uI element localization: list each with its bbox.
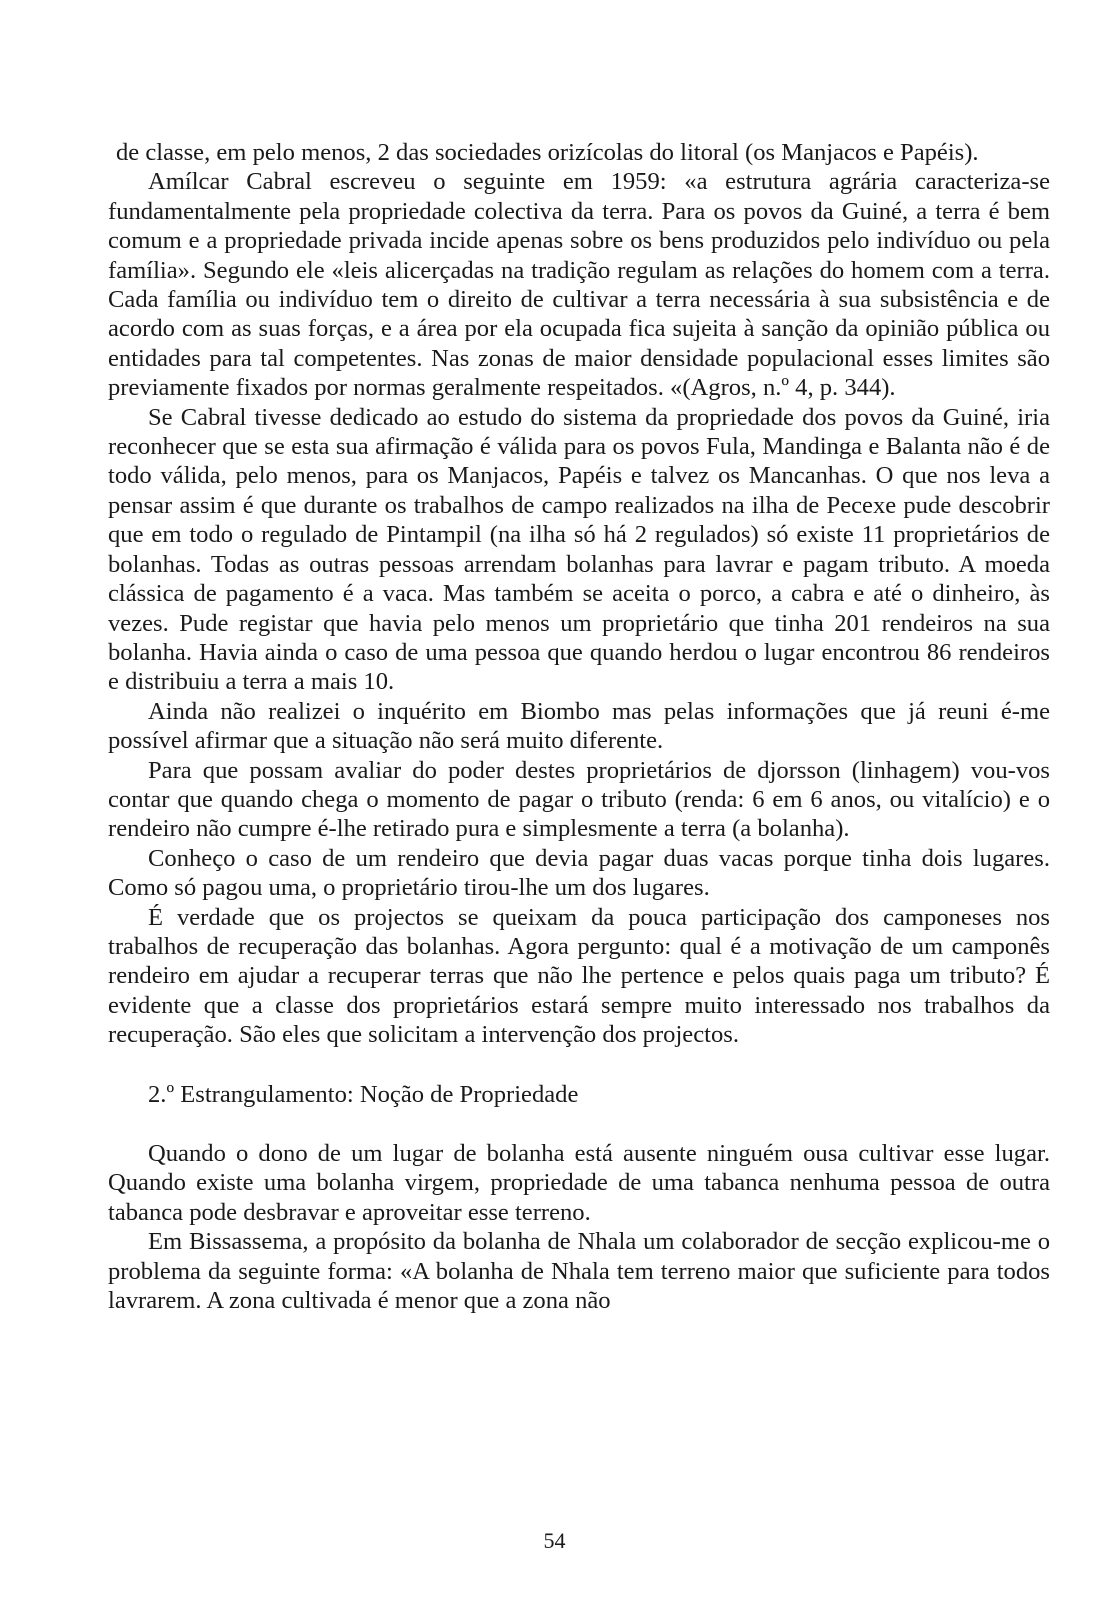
paragraph: Ainda não realizei o inquérito em Biombo mas pelas informações que já reuni é-me possível afirmar que a situação não será muito diferente.: [108, 697, 1050, 755]
paragraph: Quando o dono de um lugar de bolanha está ausente ninguém ousa cultivar esse lugar. Quando existe uma bolanha virgem, propriedade de uma tabanca nenhuma pessoa de outra tabanca pode desbravar e aproveitar esse terreno.: [108, 1140, 1050, 1226]
paragraph: É verdade que os projectos se queixam da pouca participação dos camponeses nos trabalhos de recuperação das bolanhas. Agora pergunto: qual é a motivação de um camponês rendeiro em ajudar a recuperar terras que não lhe pertence e pelos quais paga um tributo? É evidente que a classe dos proprietários estará sempre muito interessado nos trabalhos da recuperação. São eles que solicitam a intervenção dos projectos.: [108, 903, 1050, 1049]
page-number: 54: [543, 1528, 566, 1553]
document-body: [108, 138, 1050, 1315]
paragraph: Conheço o caso de um rendeiro que devia pagar duas vacas porque tinha dois lugares. Como só pagou uma, o proprietário tirou-lhe um dos lugares.: [108, 844, 1050, 902]
paragraph: Para que possam avaliar do poder destes proprietários de djorsson (linhagem) vou-vos contar que quando chega o momento de pagar o tributo (renda: 6 em 6 anos, ou vitalício) e o rendeiro não cumpre é-lhe retirado pura e simplesmente a terra (a bolanha).: [108, 756, 1050, 843]
paragraph: Em Bissassema, a propósito da bolanha de Nhala um colaborador de secção explicou-me o problema da seguinte forma: «A bolanha de Nhala tem terreno maior que suficiente para todos lavrarem. A zona cultivada é menor que a zona não: [108, 1228, 1050, 1315]
paragraph: Amílcar Cabral escreveu o seguinte em 1959: «a estrutura agrária caracteriza-se fundamentalmente pela propriedade colectiva da terra. Para os povos da Guiné, a terra é bem comum e a propriedade privada incide apenas sobre os bens produzidos pelo indivíduo ou pela família». Segundo ele «leis alicerçadas na tradição regulam as relações do homem com a terra. Cada família ou indivíduo tem o direito de cultivar a terra necessária à sua subsistência e de acordo com as suas forças, e a área por ela ocupada fica sujeita à sanção da opinião pública ou entidades para tal competentes. Nas zonas de maior densidade populacional esses limites são previamente fixados por normas geralmente respeitados. «(Agros, n.º 4, p. 344).: [108, 168, 1050, 402]
paragraph: de classe, em pelo menos, 2 das sociedades orizícolas do litoral (os Manjacos e Papéis).: [116, 139, 979, 166]
section-heading: 2.º Estrangulamento: Noção de Propriedade: [148, 1080, 579, 1108]
paragraph: Se Cabral tivesse dedicado ao estudo do sistema da propriedade dos povos da Guiné, iria reconhecer que se esta sua afirmação é válida para os povos Fula, Mandinga e Balanta não é de todo válida, pelo menos, para os Manjacos, Papéis e talvez os Mancanhas. O que nos leva a pensar assim é que durante os trabalhos de campo realizados na ilha de Pecexe pude descobrir que em todo o regulado de Pintampil (na ilha só há 2 regulados) só existe 11 proprietários de bolanhas. Todas as outras pessoas arrendam bolanhas para lavrar e pagam tributo. A moeda clássica de pagamento é a vaca. Mas também se aceita o porco, a cabra e até o dinheiro, às vezes. Pude registar que havia pelo menos um proprietário que tinha 201 rendeiros na sua bolanha. Havia ainda o caso de uma pessoa que quando herdou o lugar encontrou 86 rendeiros e distribuiu a terra a mais 10.: [108, 403, 1050, 696]
